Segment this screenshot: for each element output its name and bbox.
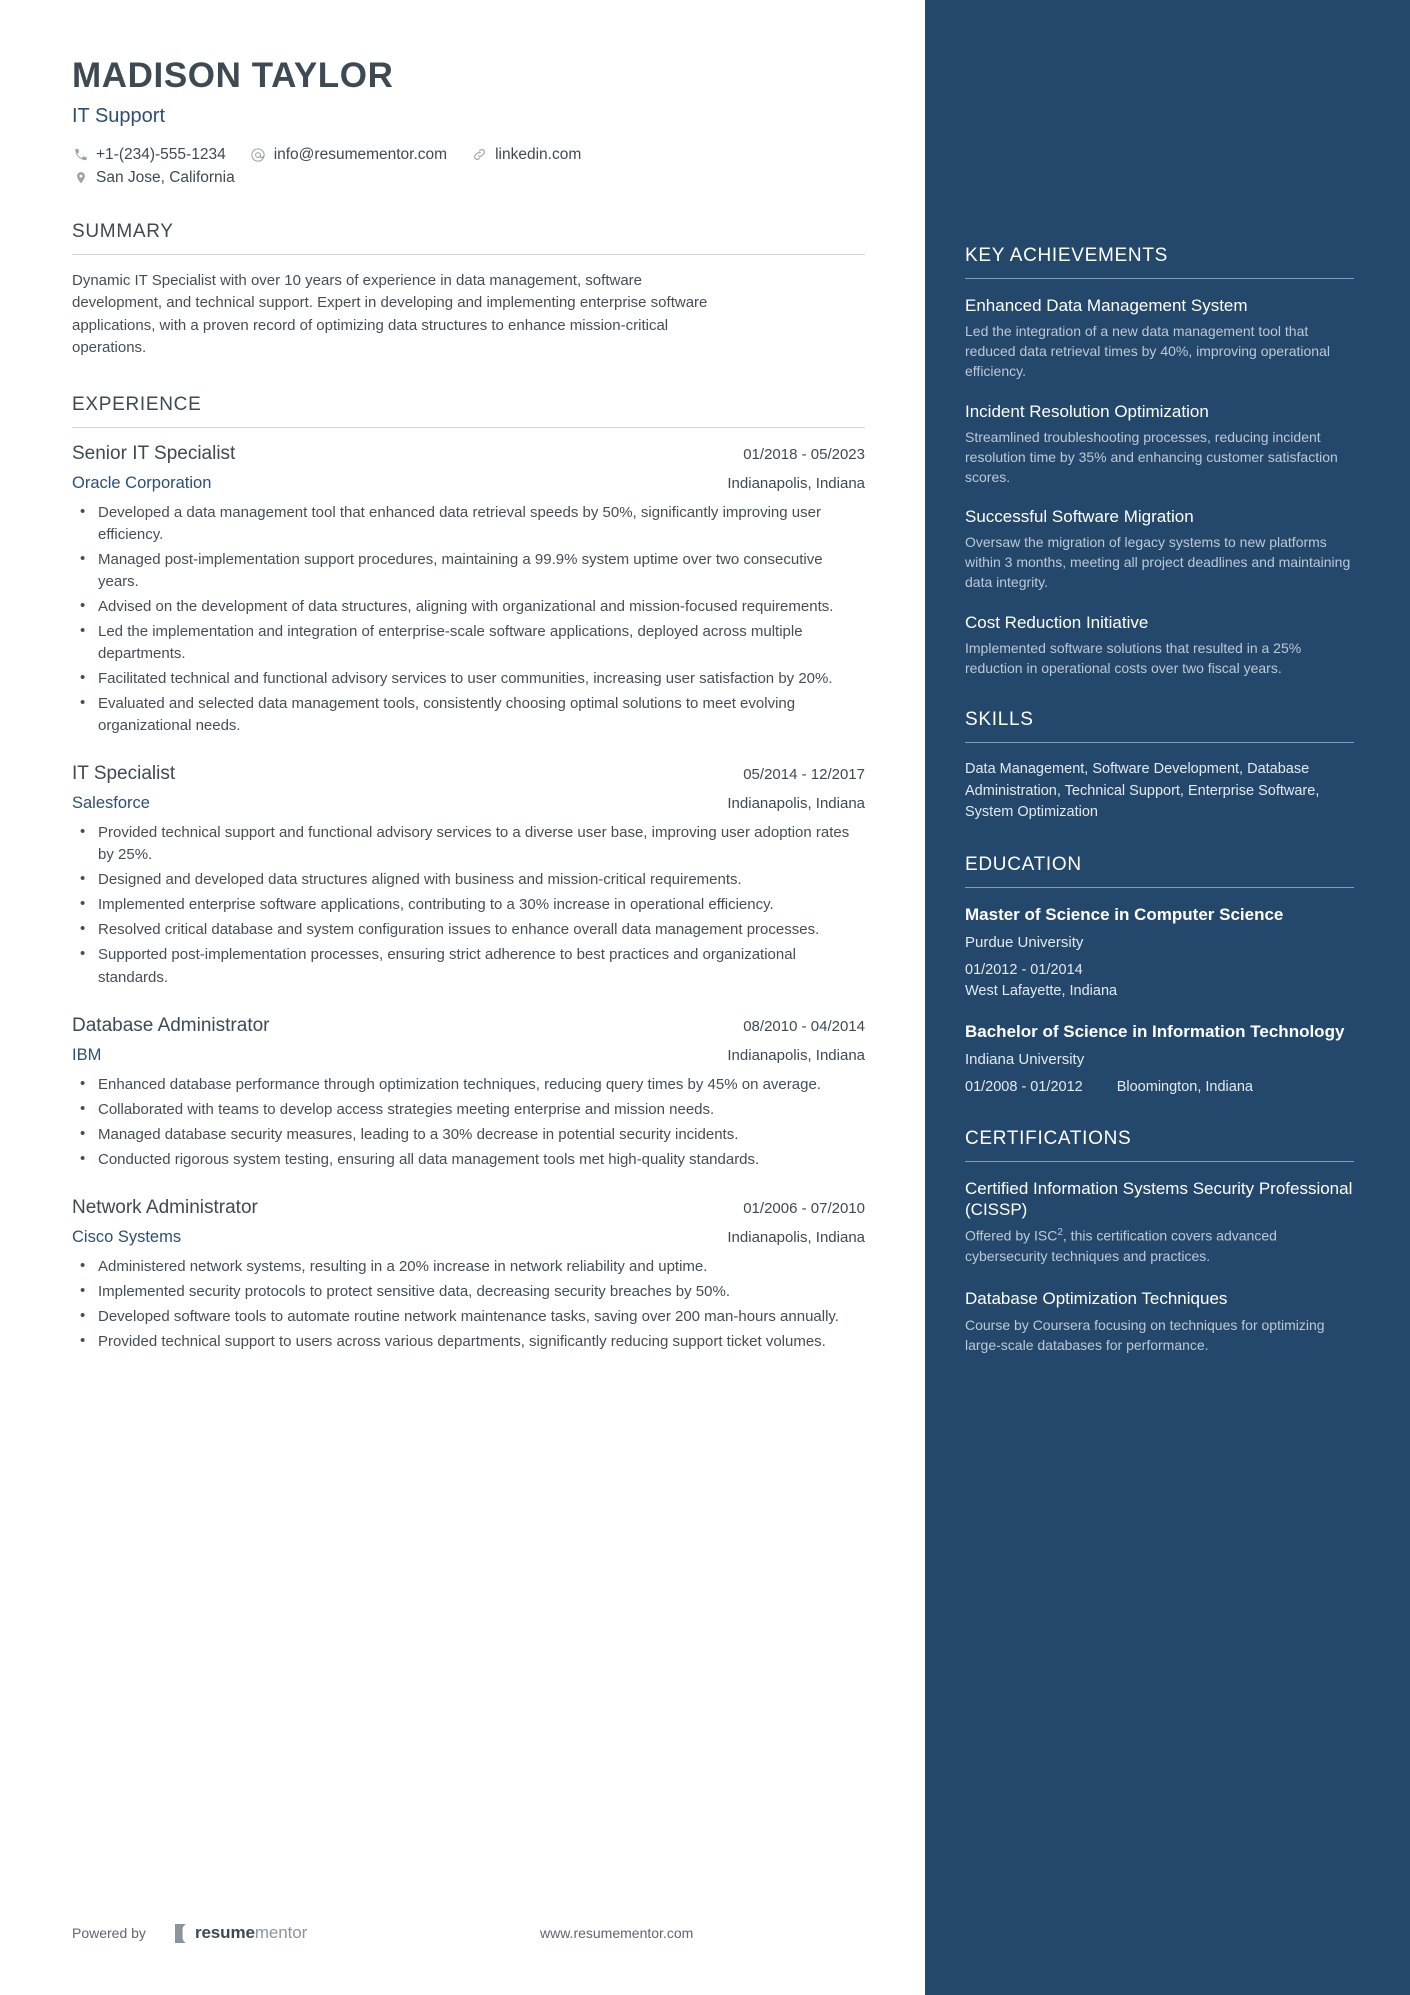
experience-dates: 01/2018 - 05/2023	[743, 445, 865, 463]
experience-company: Salesforce	[72, 794, 150, 813]
experience-role: Senior IT Specialist	[72, 442, 236, 464]
experience-location: Indianapolis, Indiana	[727, 474, 865, 492]
contact-line-2	[72, 169, 865, 187]
certification-superscript: 2	[1057, 1227, 1063, 1239]
experience-bullet: • Implemented security protocols to protect sensitive data, decreasing security breaches by 50%.	[72, 1281, 865, 1303]
achievement-item	[965, 506, 1354, 593]
experience-entry-header	[72, 1015, 865, 1037]
page-title: MADISON TAYLOR	[72, 56, 394, 95]
education-school: Purdue University	[965, 934, 1084, 952]
certification-description	[965, 1226, 1354, 1266]
experience-bullet: • Developed software tools to automate routine network maintenance tasks, saving over 200 man-hours annually.	[72, 1306, 865, 1328]
experience-bullet: • Designed and developed data structures aligned with business and mission-critical requirements.	[72, 869, 865, 891]
contact-block	[72, 146, 865, 187]
achievements-section	[965, 245, 1354, 679]
experience-bullet: • Provided technical support to users across various departments, significantly reducing support ticket volumes.	[72, 1331, 865, 1353]
summary-text: Dynamic IT Specialist with over 10 years of experience in data management, software development, and technical support. Expert in developing and implementing enterprise software applications, with a proven record of optimizing data structures to enhance mission-critical operations.	[72, 271, 708, 357]
experience-bullet: • Provided technical support and functional advisory services to a diverse user base, improving user adoption rates by 25%.	[72, 822, 865, 866]
bookmark-icon	[174, 1924, 189, 1943]
experience-list	[72, 443, 865, 1353]
headline-job-title: IT Support	[72, 104, 166, 127]
experience-entry-subheader	[72, 1046, 865, 1065]
education-location: Bloomington, Indiana	[1116, 1079, 1253, 1096]
at-sign-icon	[250, 146, 267, 163]
experience-location: Indianapolis, Indiana	[727, 1046, 865, 1064]
certifications-list	[965, 1178, 1354, 1356]
experience-bullet: • Supported post-implementation processes, ensuring strict adherence to best practices and organizational standards.	[72, 944, 865, 988]
achievement-description: Oversaw the migration of legacy systems to new platforms within 3 months, meeting all project deadlines and maintaining data integrity.	[965, 534, 1351, 591]
experience-entry-header	[72, 763, 865, 785]
experience-bullet: • Resolved critical database and system configuration issues to enhance overall data management processes.	[72, 919, 865, 941]
education-degree: Bachelor of Science in Information Technology	[965, 1022, 1345, 1042]
experience-entry-subheader	[72, 794, 865, 813]
experience-bullet: • Managed post-implementation support procedures, maintaining a 99.9% system uptime over two consecutive years.	[72, 549, 865, 593]
education-section-title: EDUCATION	[965, 854, 1354, 888]
experience-dates: 01/2006 - 07/2010	[743, 1199, 865, 1217]
contact-link-text: linkedin.com	[495, 145, 582, 163]
brand-light: mentor	[254, 1923, 308, 1942]
contact-phone[interactable]	[72, 146, 226, 164]
achievement-description: Led the integration of a new data management tool that reduced data retrieval times by 40%, improving operational efficiency.	[965, 323, 1330, 379]
experience-role: IT Specialist	[72, 763, 176, 785]
skills-section-title: SKILLS	[965, 709, 1354, 743]
experience-location: Indianapolis, Indiana	[727, 1228, 865, 1246]
experience-bullet: • Facilitated technical and functional advisory services to user communities, increasing user satisfaction by 20%.	[72, 668, 865, 690]
contact-email-text: info@resumementor.com	[273, 145, 448, 163]
experience-section	[72, 394, 865, 1353]
contact-line-1	[72, 146, 865, 164]
education-school: Indiana University	[965, 1051, 1085, 1069]
achievement-item	[965, 401, 1354, 488]
certification-item	[965, 1178, 1354, 1267]
summary-section	[72, 221, 865, 360]
certifications-section-title: CERTIFICATIONS	[965, 1128, 1354, 1162]
experience-bullet-list	[72, 1256, 865, 1353]
experience-bullet: • Collaborated with teams to develop access strategies meeting enterprise and mission needs.	[72, 1099, 865, 1121]
sidebar-column	[925, 0, 1410, 1995]
certification-description	[965, 1316, 1354, 1356]
certification-description-pre: Offered by ISC	[965, 1227, 1058, 1244]
experience-bullet: • Conducted rigorous system testing, ensuring all data management tools met high-quality standards.	[72, 1149, 865, 1171]
education-item	[965, 904, 1354, 1001]
experience-entry-header	[72, 1197, 865, 1219]
experience-section-title: EXPERIENCE	[72, 394, 865, 428]
experience-company: Cisco Systems	[72, 1227, 182, 1246]
experience-entry	[72, 1197, 865, 1353]
experience-entry	[72, 1015, 865, 1171]
achievement-item	[965, 612, 1354, 679]
achievements-section-title: KEY ACHIEVEMENTS	[965, 245, 1354, 279]
certification-description-pre: Course by Coursera focusing on techniques for optimizing large-scale databases for performance.	[965, 1316, 1325, 1353]
contact-email[interactable]	[250, 146, 447, 164]
footer-url[interactable]: www.resumementor.com	[540, 1925, 694, 1941]
achievement-description: Streamlined troubleshooting processes, reducing incident resolution time by 35% and enhancing customer satisfaction scores.	[965, 428, 1338, 485]
contact-phone-text: +1-(234)-555-1234	[96, 145, 226, 163]
experience-dates: 08/2010 - 04/2014	[743, 1017, 865, 1035]
contact-location	[72, 169, 235, 187]
achievement-title: Enhanced Data Management System	[965, 296, 1248, 315]
skills-section	[965, 709, 1354, 824]
education-section	[965, 854, 1354, 1097]
summary-section-title: SUMMARY	[72, 221, 865, 255]
experience-bullet: • Implemented enterprise software applications, contributing to a 30% increase in operational efficiency.	[72, 894, 865, 916]
education-dates: 01/2012 - 01/2014	[965, 962, 1083, 979]
experience-role: Database Administrator	[72, 1014, 270, 1036]
education-meta	[965, 960, 1354, 1001]
experience-bullet: • Managed database security measures, leading to a 30% decrease in potential security incidents.	[72, 1124, 865, 1146]
experience-company: Oracle Corporation	[72, 473, 212, 492]
brand-text	[195, 1923, 307, 1943]
achievement-item	[965, 295, 1354, 382]
experience-entry	[72, 763, 865, 988]
education-degree: Master of Science in Computer Science	[965, 905, 1284, 925]
achievement-title: Incident Resolution Optimization	[965, 401, 1209, 421]
experience-location: Indianapolis, Indiana	[727, 795, 865, 813]
achievement-title: Successful Software Migration	[965, 507, 1194, 527]
achievement-title: Cost Reduction Initiative	[965, 613, 1149, 633]
certifications-section	[965, 1128, 1354, 1356]
resumementor-logo	[174, 1923, 307, 1943]
certification-title: Certified Information Systems Security Professional (CISSP)	[965, 1178, 1353, 1219]
experience-bullet-list	[72, 1074, 865, 1171]
certification-description-post: , this certification covers advanced cybersecurity techniques and practices.	[965, 1227, 1277, 1264]
skills-text: Data Management, Software Development, Database Administration, Technical Support, Enterprise Software, System Optimization	[965, 760, 1320, 821]
experience-role: Network Administrator	[72, 1196, 258, 1218]
experience-bullet: • Evaluated and selected data management tools, consistently choosing optimal solutions to meet evolving organizational needs.	[72, 693, 865, 737]
education-meta	[965, 1077, 1354, 1097]
experience-entry-subheader	[72, 474, 865, 493]
achievement-description: Implemented software solutions that resulted in a 25% reduction in operational costs over two fiscal years.	[965, 640, 1302, 677]
experience-company: IBM	[72, 1045, 102, 1064]
education-location: West Lafayette, Indiana	[965, 982, 1118, 999]
brand-bold: resume	[194, 1923, 255, 1942]
footer	[72, 1923, 895, 1943]
achievements-list	[965, 295, 1354, 679]
experience-bullet: • Led the implementation and integration of enterprise-scale software applications, deployed across multiple departments.	[72, 621, 865, 665]
experience-bullet: • Enhanced database performance through optimization techniques, reducing query times by 45% on average.	[72, 1074, 865, 1096]
education-list	[965, 904, 1354, 1097]
certification-title: Database Optimization Techniques	[965, 1289, 1228, 1309]
map-pin-icon	[72, 169, 89, 186]
link-icon	[471, 146, 488, 163]
certification-item	[965, 1288, 1354, 1355]
education-dates: 01/2008 - 01/2012	[965, 1079, 1083, 1096]
experience-bullet: • Advised on the development of data structures, aligning with organizational and mission-focused requirements.	[72, 596, 865, 618]
experience-bullet: • Developed a data management tool that enhanced data retrieval speeds by 50%, significantly improving user efficiency.	[72, 502, 865, 546]
phone-icon	[72, 146, 89, 163]
contact-link[interactable]	[471, 146, 581, 164]
education-item	[965, 1021, 1354, 1098]
experience-bullet: • Administered network systems, resulting in a 20% increase in network reliability and uptime.	[72, 1256, 865, 1278]
experience-dates: 05/2014 - 12/2017	[743, 766, 865, 784]
powered-by-label: Powered by	[72, 1925, 146, 1941]
experience-bullet-list	[72, 502, 865, 737]
experience-entry-subheader	[72, 1228, 865, 1247]
contact-location-text: San Jose, California	[96, 168, 235, 186]
experience-entry-header	[72, 443, 865, 465]
experience-entry	[72, 443, 865, 737]
experience-bullet-list	[72, 822, 865, 988]
